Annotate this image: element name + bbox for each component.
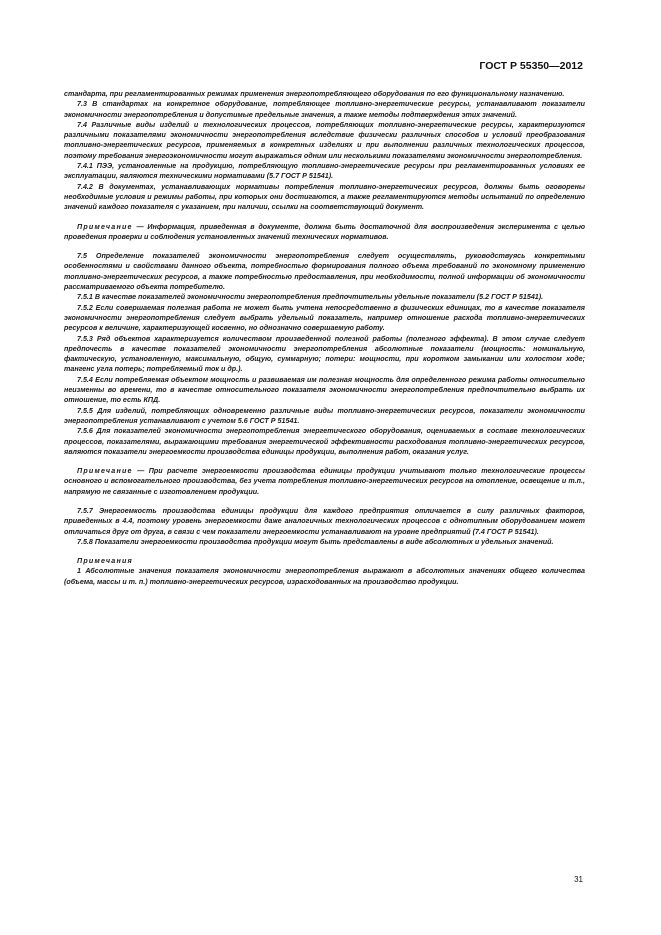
paragraph-7-3: 7.3 В стандартах на конкретное оборудование, потребляющее топливно-энергетические ресурсы, устанавливают показатели экономичности энергопотребления и допустимые предельные значения, а также методы подтверждения этих значений.: [64, 100, 585, 119]
paragraph-7-5-4: 7.5.4 Если потребляемая объектом мощность и развиваемая им полезная мощность для определенного режима работы относительно неизменны во времени, то в качестве относительного показателя экономичности энергопотребления предпочтительно выбрать их отношение, то есть КПД.: [64, 375, 585, 405]
note-label: Примечание: [77, 222, 133, 231]
paragraph-7-5-2: 7.5.2 Если совершаемая полезная работа не может быть учтена непосредственно в физических единицах, то в качестве показателя экономичности энергопотребления следует выбрать удельный показатель, например отношение расхода топливно-энергетических ресурсов к величине, характеризующей косвенно, но однозначно совершаемую работу.: [64, 303, 585, 333]
paragraph-continuation: стандарта, при регламентированных режимах применения энергопотребляющего оборудования по его функциональному назначению.: [64, 90, 565, 98]
note-label: Примечание: [77, 467, 133, 476]
paragraph-7-4-1: 7.4.1 ПЭЭ, установленные на продукцию, потребляющую топливно-энергетические ресурсы при регламентированных условиях ее эксплуатации, являются техническими нормативами (5.7 ГОСТ Р 51541).: [64, 162, 585, 181]
document-body: [64, 89, 585, 587]
paragraph-7-5-3: 7.5.3 Ряд объектов характеризуется количеством произведенной полезной работы (полезного эффекта). В этом случае следует предпочесть в качестве показателей экономичности энергопотребления абсолютные показатели (мощность: номинальную, фактическую, установленную, максимальную, общую, суммарную; потери: мощности, при коротком замыкании или холостом ходе; тангенс угла потерь; потребляемый ток и др.).: [64, 334, 585, 374]
paragraph-7-5: 7.5 Определение показателей экономичности энергопотребления следует осуществлять, руководствуясь конкретными особенностями и свойствами данного объекта, потребностью формирования полного объема требований по экономному применению топливно-энергетических ресурсов, а также потребностью предоставления, при необходимости, полной информации об экономичности рассматриваемого объекта потребителю.: [64, 252, 585, 292]
paragraph-7-5-8: 7.5.8 Показатели энергоемкости производства продукции могут быть представлены в виде абсолютных и удельных значений.: [77, 537, 554, 546]
note-text: — Информация, приведенная в документе, должна быть достаточной для воспроизведения эксперимента с целью проведения проверки и соблюдения установленных значений технических нормативов.: [64, 222, 585, 241]
note-1: [64, 222, 585, 243]
paragraph-7-5-5: 7.5.5 Для изделий, потребляющих одновременно различные виды топливно-энергетических ресурсов, показатели экономичности энергопотребления устанавливают с учетом 5.6 ГОСТ Р 51541.: [64, 406, 585, 425]
note-2: [64, 466, 585, 497]
note-item-1: 1 Абсолютные значения показателя экономичности энергопотребления выражают в абсолютных значениях общего количества (объема, массы и т. п.) топливно-энергетических ресурсов, израсходованных на производство продукции.: [64, 567, 585, 586]
paragraph-7-4-2: 7.4.2 В документах, устанавливающих нормативы потребления топливно-энергетических ресурсов, должны быть оговорены необходимые условия и режимы работы, при которых они достигаются, а также регламентируются методы испытаний по определению значений каждого показателя с указанием, при наличии, ссылки на соответствующий документ.: [64, 182, 585, 212]
notes-label: Примечания: [77, 557, 133, 566]
paragraph-7-5-1: 7.5.1 В качестве показателей экономичности энергопотребления предпочтительны удельные показатели (5.2 ГОСТ Р 51541).: [77, 293, 544, 302]
paragraph-7-4: 7.4 Различные виды изделий и технологических процессов, потребляющих топливно-энергетические ресурсы, характеризуются различными показателями экономичности энергопотребления вследствие физически различных способов и условий преобразования топливно-энергетических ресурсов, применяемых в конкретных изделиях и при выполнении различных технологических процессов, поэтому требования энергоэкономичности могут выражаться одним или несколькими показателями экономичности энергопотребления.: [64, 120, 585, 160]
page-number: 31: [574, 875, 583, 884]
notes-heading: [64, 556, 585, 566]
paragraph-7-5-7: 7.5.7 Энергоемкость производства единицы продукции для каждого предприятия отличается в силу различных факторов, приведенных в 4.4, поэтому уровень энергоемкости даже аналогичных технологических процессов с однотипным оборудованием может отличаться друг от друга, в связи с чем показатели энергоемкости устанавливают на уровне предприятий (7.4 ГОСТ Р 51541).: [64, 506, 585, 536]
document-id-header: ГОСТ Р 55350—2012: [479, 60, 583, 72]
paragraph-7-5-6: 7.5.6 Для показателей экономичности энергопотребления энергетического оборудования, оцениваемых в составе технологических процессов, показателями, выражающими требования энергетической эффективности расходования топливно-энергетических ресурсов, являются показатели энергоемкости производства единицы продукции, выполнения работ, оказания услуг.: [64, 427, 585, 456]
note-text: — При расчете энергоемкости производства единицы продукции учитывают только технологические процессы основного и вспомогательного производства, без учета потребления топливно-энергетических ресурсов на отопление, освещение и т.п., напрямую не связанные с изготовлением продукции.: [64, 467, 585, 496]
